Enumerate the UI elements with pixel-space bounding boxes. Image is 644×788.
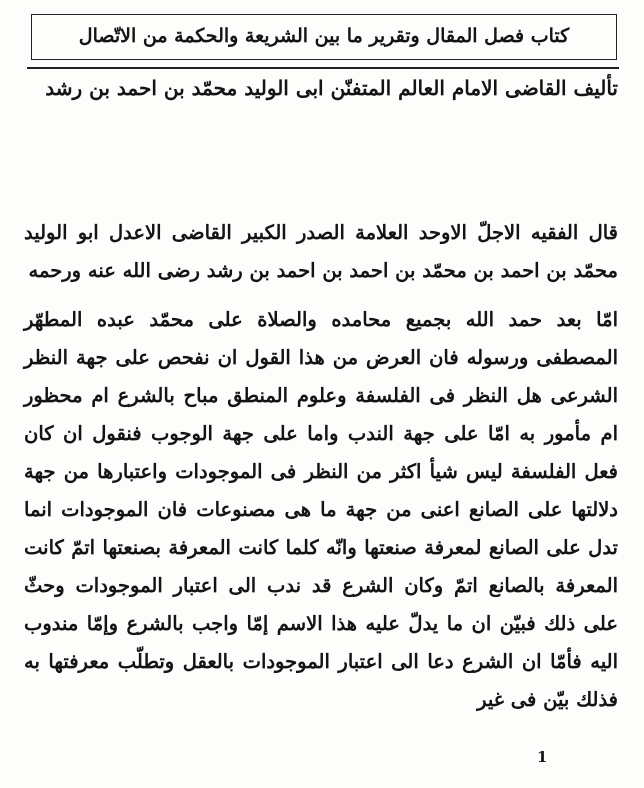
title-box: [31, 14, 617, 60]
author-line: تأليف القاضى الامام العالم المتفنّن ابى الوليد محمّد بن احمد بن رشد: [45, 76, 618, 100]
body-paragraph: امّا بعد حمد الله بجميع محامده والصلاة على محمّد عبده المطهّر المصطفى ورسوله فان العرض من هذا القول ان نفحص على جهة النظر الشرعى هل النظر فى الفلسفة وعلوم المنطق مباح بالشرع ام محظور ام مأمور به امّا على جهة الندب واما على جهة الوجوب فنقول ان كان فعل الفلسفة ليس شيأ اكثر من النظر فى الموجودات واعتبارها من جهة دلالتها على الصانع اعنى من جهة ما هى مصنوعات فان الموجودات انما تدل على الصانع لمعرفة صنعتها وانّه كلما كانت المعرفة بصنعتها اتمّ كانت المعرفة بالصانع اتمّ وكان الشرع قد ندب الى اعتبار الموجودات وحثّ على ذلك فبيّن ان ما يدلّ عليه هذا الاسم إمّا واجب بالشرع وإمّا مندوب اليه فأمّا ان الشرع دعا الى اعتبار الموجودات بالعقل وتطلّب معرفتها به فذلك بيّن فى غير: [24, 308, 618, 711]
header-divider: [27, 67, 619, 69]
page-number: 1: [537, 748, 548, 766]
book-title: كتاب فصل المقال وتقرير ما بين الشريعة والحكمة من الاتّصال: [78, 25, 570, 47]
main-text: [24, 214, 618, 719]
opening-paragraph: قال الفقيه الاجلّ الاوحد العلامة الصدر الكبير القاضى الاعدل ابو الوليد محمّد بن احمد بن محمّد بن احمد بن احمد بن رشد رضى الله عنه ورحمه: [24, 221, 618, 282]
